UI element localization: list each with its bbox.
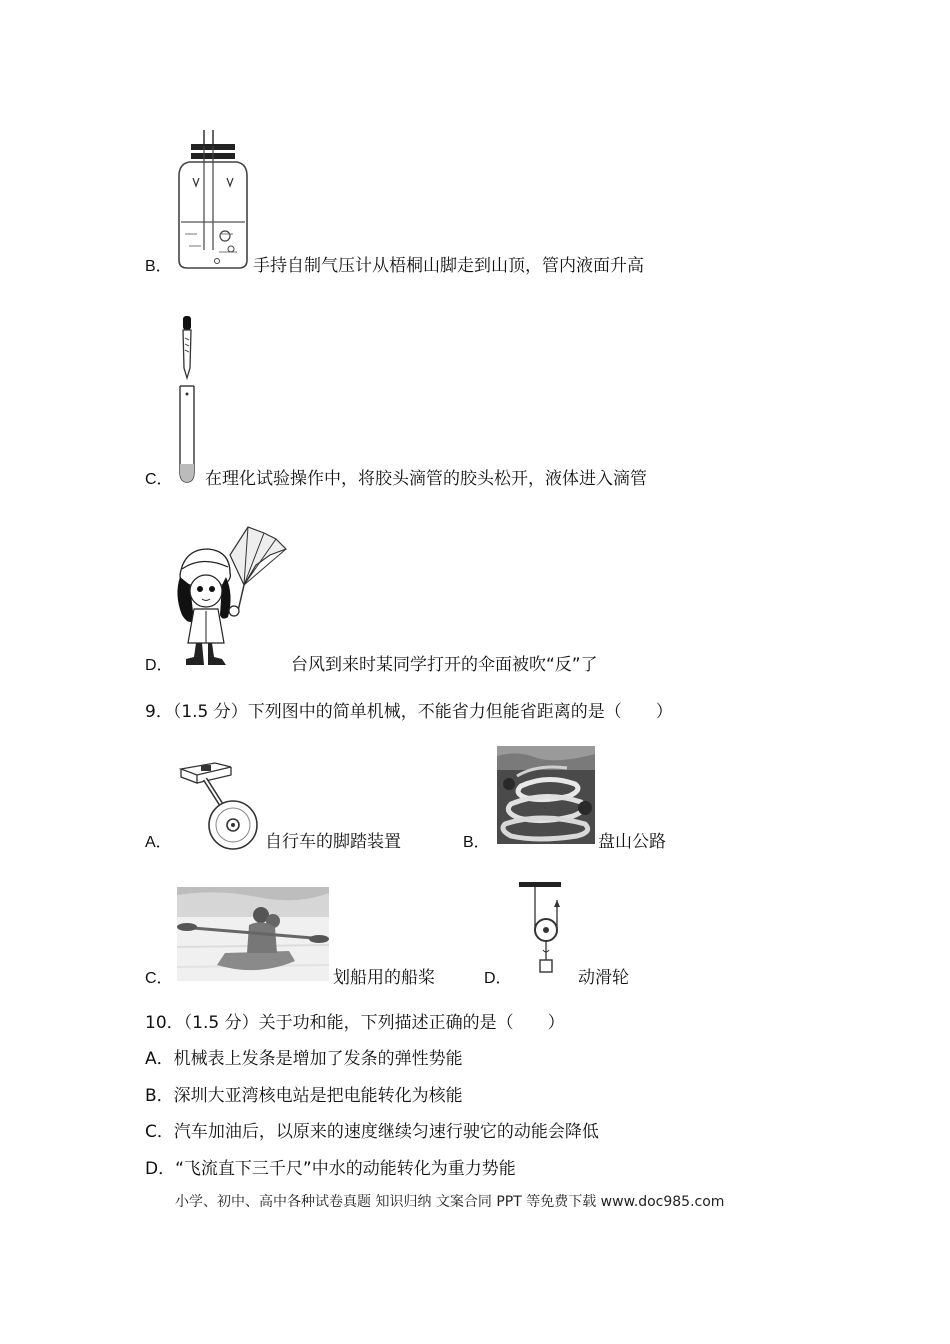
q9-option-b-text: 盘山公路	[598, 832, 666, 852]
q8-option-c-letter: C．	[145, 471, 173, 488]
q10-option-c: C．汽车加油后，以原来的速度继续匀速行驶它的动能会降低	[145, 1122, 599, 1142]
q9-option-d-text: 动滑轮	[578, 968, 629, 988]
q10-option-b: B．深圳大亚湾核电站是把电能转化为核能	[145, 1086, 463, 1106]
q10-stem: 10．（1.5 分）关于功和能，下列描述正确的是（ ）	[145, 1013, 565, 1033]
q9-option-c-text: 划船用的船桨	[333, 968, 435, 988]
bicycle-pedal-figure	[175, 757, 265, 857]
q8-option-b-text: 手持自制气压计从梧桐山脚走到山顶，管内液面升高	[253, 256, 644, 276]
q8-option-d-text: 台风到来时某同学打开的伞面被吹“反”了	[291, 655, 598, 675]
q10-option-d: D．“飞流直下三千尺”中水的动能转化为重力势能	[145, 1159, 516, 1179]
q8-option-c-text: 在理化试验操作中，将胶头滴管的胶头松开，液体进入滴管	[205, 469, 647, 489]
mountain-road-photo	[497, 746, 595, 844]
q8-option-b-letter: B．	[145, 258, 172, 275]
q9-option-a-text: 自行车的脚踏装置	[265, 832, 401, 852]
q9-option-c-letter: C．	[145, 970, 173, 987]
movable-pulley-figure	[515, 880, 575, 984]
q9-stem: 9．（1.5 分）下列图中的简单机械，不能省力但能省距离的是（ ）	[145, 702, 673, 722]
q9-option-d-letter: D．	[484, 970, 512, 987]
q8-option-d-letter: D．	[145, 657, 173, 674]
page-footer: 小学、初中、高中各种试卷真题 知识归纳 文案合同 PPT 等免费下载 www.doc985.com	[175, 1194, 725, 1210]
q10-option-a: A．机械表上发条是增加了发条的弹性势能	[145, 1049, 463, 1069]
q9-option-a-letter: A．	[145, 834, 172, 851]
barometer-bottle-figure	[175, 130, 251, 272]
q9-option-b-letter: B．	[463, 834, 490, 851]
rowing-boat-photo	[177, 887, 329, 981]
dropper-test-tube-figure	[172, 312, 202, 484]
girl-umbrella-figure	[172, 525, 290, 667]
